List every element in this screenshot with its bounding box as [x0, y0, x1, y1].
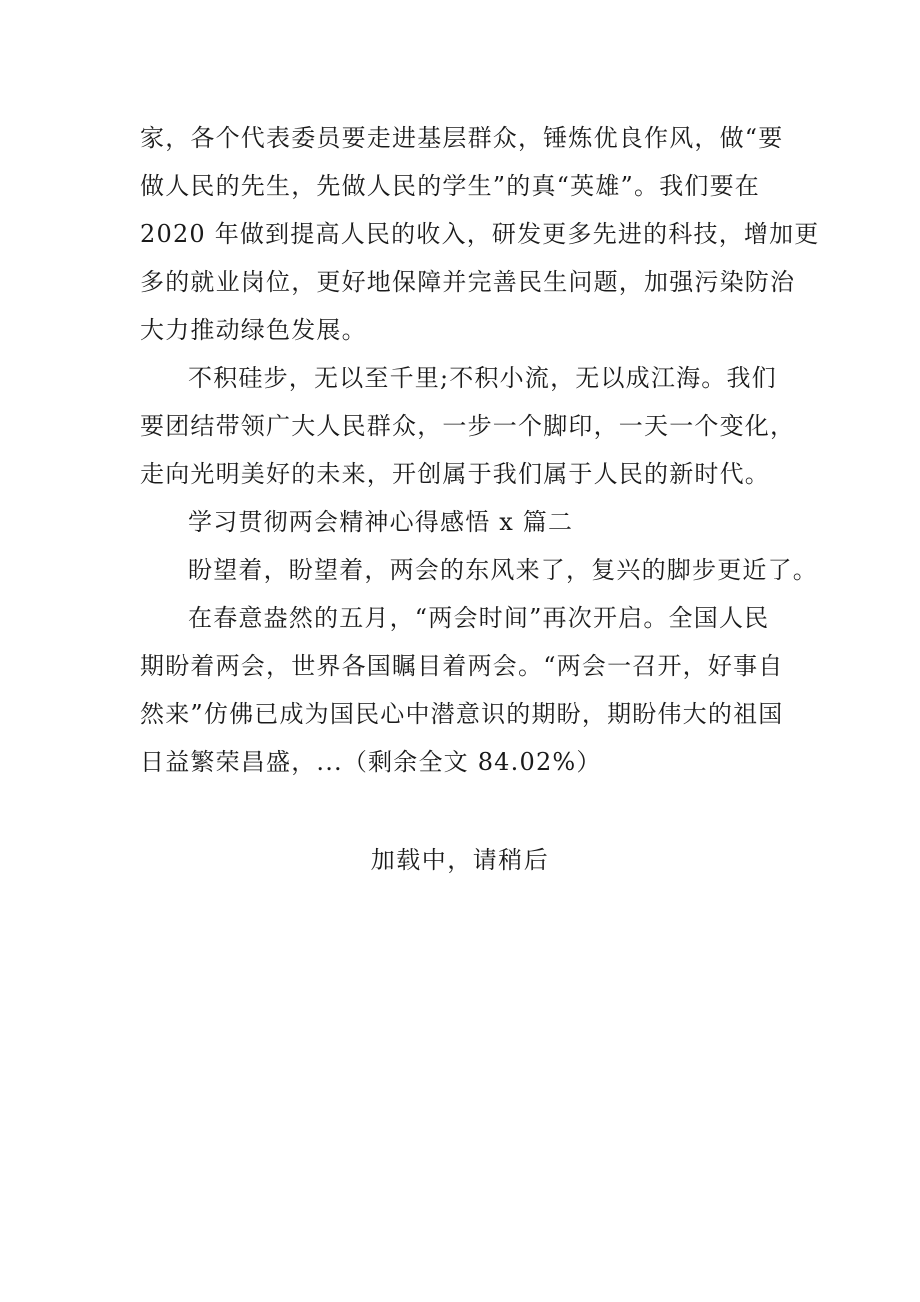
text-line: 大力推动绿色发展。 [140, 316, 367, 344]
text-line: 做人民的先生，先做人民的学生”的真“英雄”。我们要在 [140, 172, 761, 200]
text-line: 然来”仿佛已成为国民心中潜意识的期盼，期盼伟大的祖国 [140, 700, 784, 728]
text-line: 不积硅步，无以至千里;不积小流，无以成江海。我们 [188, 364, 777, 392]
text-line: 盼望着，盼望着，两会的东风来了，复兴的脚步更近了。 [188, 556, 818, 584]
loading-indicator-text: 加载中，请稍后 [370, 846, 550, 874]
text-line: 日益繁荣昌盛，...（剩余全文 84.02%） [140, 748, 602, 776]
text-line: 2020 年做到提高人民的收入，研发更多先进的科技，增加更 [140, 220, 820, 248]
text-line: 在春意盎然的五月，“两会时间”再次开启。全国人民 [188, 604, 770, 632]
text-line: 要团结带领广大人民群众，一步一个脚印，一天一个变化， [140, 412, 796, 440]
text-line: 多的就业岗位，更好地保障并完善民生问题，加强污染防治 [140, 268, 796, 296]
text-line: 走向光明美好的未来，开创属于我们属于人民的新时代。 [140, 460, 770, 488]
document-body [140, 114, 820, 786]
text-line: 家，各个代表委员要走进基层群众，锤炼优良作风，做“要 [140, 124, 784, 152]
text-line: 期盼着两会，世界各国瞩目着两会。“两会一召开，好事自 [140, 652, 784, 680]
section-heading: 学习贯彻两会精神心得感悟 x 篇二 [188, 508, 574, 536]
